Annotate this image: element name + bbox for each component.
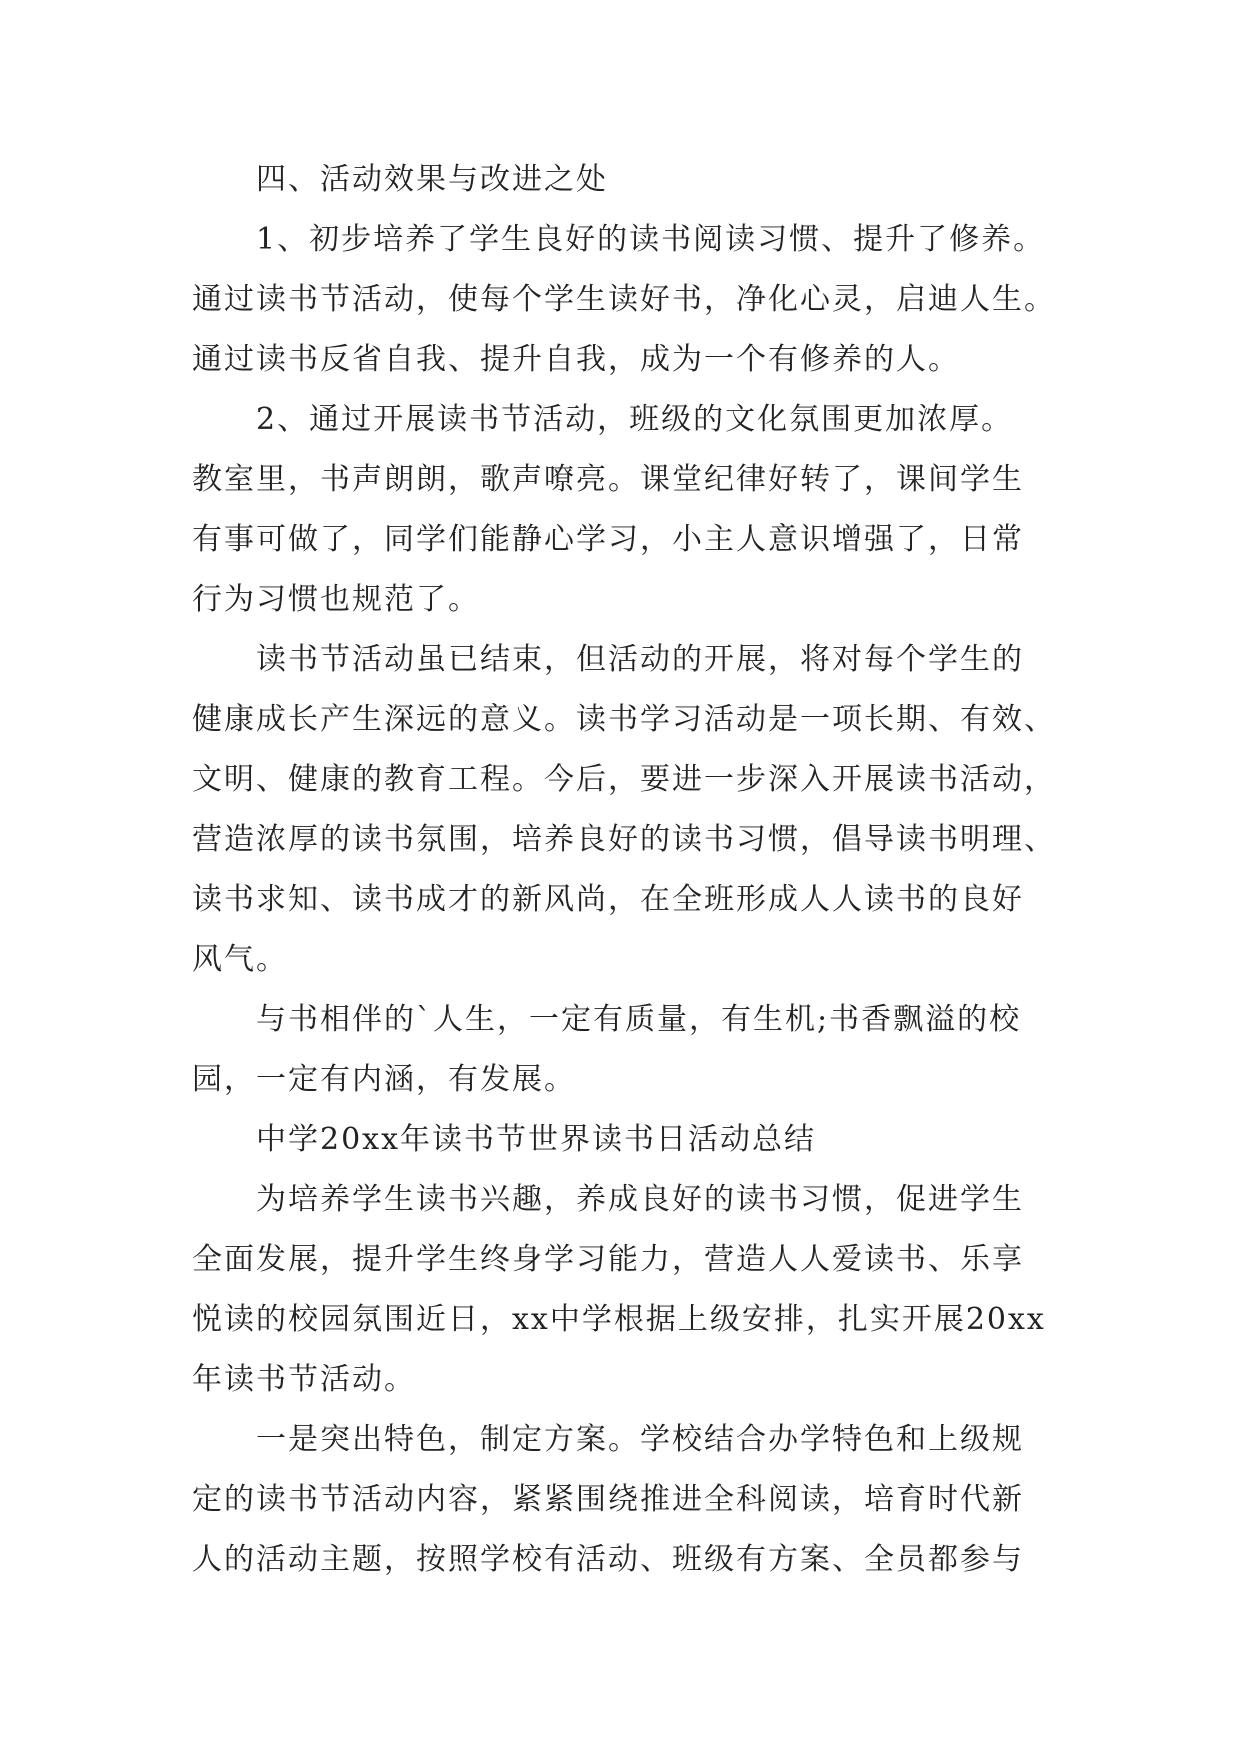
paragraph-line: 一是突出特色，制定方案。学校结合办学特色和上级规 — [256, 1422, 1024, 1457]
paragraph-line: 人的活动主题，按照学校有活动、班级有方案、全员都参与 — [192, 1542, 1024, 1577]
paragraph-line: 2、通过开展读书节活动，班级的文化氛围更加浓厚。 — [256, 402, 1014, 437]
section-heading: 四、活动效果与改进之处 — [256, 162, 608, 197]
paragraph-line: 有事可做了，同学们能静心学习，小主人意识增强了，日常 — [192, 522, 1024, 557]
paragraph-line: 全面发展，提升学生终身学习能力，营造人人爱读书、乐享 — [192, 1242, 1024, 1277]
paragraph-line: 风气。 — [192, 942, 288, 977]
paragraph-line: 与书相伴的`人生，一定有质量，有生机;书香飘溢的校 — [256, 1002, 1022, 1037]
paragraph-line: 读书节活动虽已结束，但活动的开展，将对每个学生的 — [256, 642, 1024, 677]
paragraph-line: 年读书节活动。 — [192, 1362, 416, 1397]
paragraph-line: 1、初步培养了学生良好的读书阅读习惯、提升了修养。 — [256, 222, 1046, 257]
paragraph-line: 园，一定有内涵，有发展。 — [192, 1062, 576, 1097]
paragraph-line: 营造浓厚的读书氛围，培养良好的读书习惯，倡导读书明理、 — [192, 822, 1056, 857]
paragraph-line: 读书求知、读书成才的新风尚，在全班形成人人读书的良好 — [192, 882, 1024, 917]
paragraph-line: 健康成长产生深远的意义。读书学习活动是一项长期、有效、 — [192, 702, 1056, 737]
article-title: 中学20xx年读书节世界读书日活动总结 — [256, 1122, 817, 1157]
paragraph-line: 文明、健康的教育工程。今后，要进一步深入开展读书活动， — [192, 762, 1056, 797]
paragraph-line: 教室里，书声朗朗，歌声嘹亮。课堂纪律好转了，课间学生 — [192, 462, 1024, 497]
paragraph-line: 通过读书反省自我、提升自我，成为一个有修养的人。 — [192, 342, 960, 377]
paragraph-line: 定的读书节活动内容，紧紧围绕推进全科阅读，培育时代新 — [192, 1482, 1024, 1517]
paragraph-line: 通过读书节活动，使每个学生读好书，净化心灵，启迪人生。 — [192, 282, 1056, 317]
document-body — [192, 150, 1072, 1590]
paragraph-line: 悦读的校园氛围近日，xx中学根据上级安排，扎实开展20xx — [192, 1302, 1046, 1337]
paragraph-line: 为培养学生读书兴趣，养成良好的读书习惯，促进学生 — [256, 1182, 1024, 1217]
paragraph-line: 行为习惯也规范了。 — [192, 582, 480, 617]
